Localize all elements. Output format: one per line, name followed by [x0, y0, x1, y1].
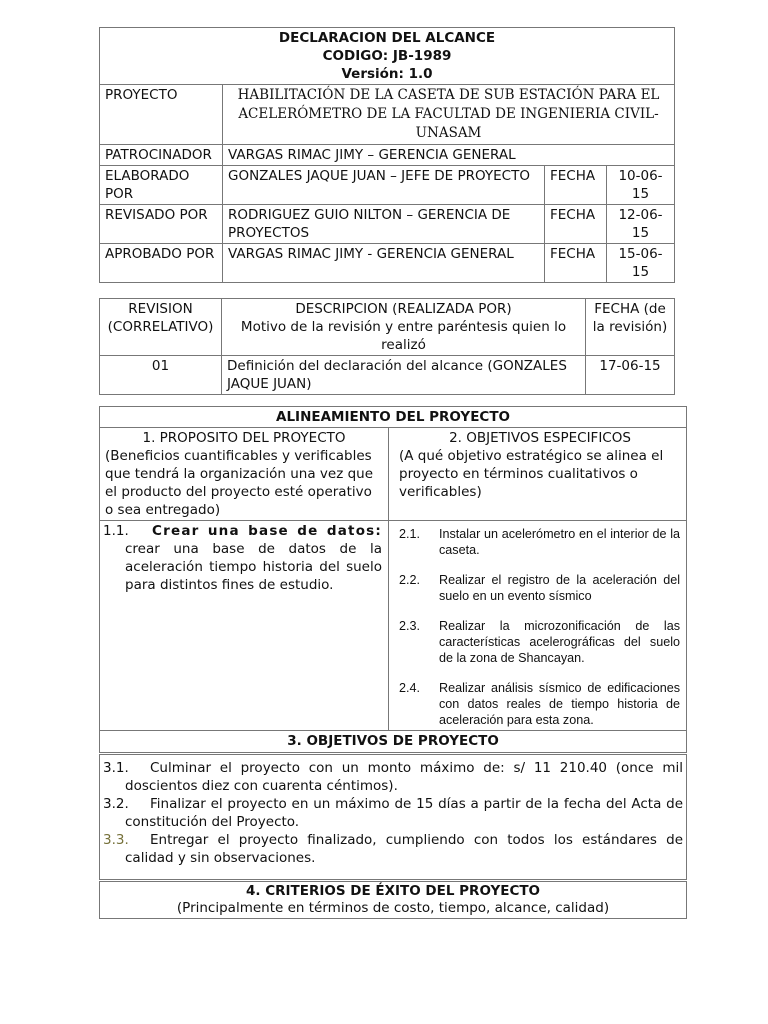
purpose-content — [100, 521, 389, 731]
project-row — [100, 85, 675, 145]
alignment-title-row — [100, 407, 687, 428]
elaborated-date: 10-06-15 — [607, 166, 675, 205]
project-objectives-row — [100, 754, 687, 881]
purpose-header-desc: (Beneficios cuantificables y verificables que tendrá la organización una vez que el producto del proyecto esté operativo o sea entregado) — [105, 448, 374, 518]
objective-number: 2.2. — [399, 573, 421, 587]
success-criteria-row — [100, 881, 687, 919]
objective-item — [399, 526, 681, 558]
project-objective-text: Culminar el proyecto con un monto máximo de: s/ 11 210.40 (once mil doscientos diez con cuarenta céntimos). — [125, 760, 684, 794]
document-code: CODIGO: JB-1989 — [322, 48, 452, 64]
approved-date: 15-06-15 — [607, 244, 675, 283]
elaborated-date-label: FECHA — [545, 166, 607, 205]
objective-number: 2.3. — [399, 619, 421, 633]
reviewed-row — [100, 205, 675, 244]
document-title: DECLARACION DEL ALCANCE — [278, 30, 496, 46]
specific-objectives-header — [389, 428, 687, 521]
alignment-title: ALINEAMIENTO DEL PROYECTO — [100, 407, 687, 428]
document-version: Versión: 1.0 — [341, 66, 433, 82]
approved-value: VARGAS RIMAC JIMY - GERENCIA GENERAL — [223, 244, 545, 283]
revision-header-row — [100, 299, 675, 356]
purpose-item-number: 1.1. — [103, 523, 129, 539]
approved-row — [100, 244, 675, 283]
elaborated-row — [100, 166, 675, 205]
project-objective-number: 3.3. — [103, 832, 129, 848]
project-objective-text: Entregar el proyecto finalizado, cumpliendo con todos los estándares de calidad y sin observaciones. — [125, 832, 684, 866]
objective-text: Instalar un acelerómetro en el interior de la caseta. — [439, 527, 681, 557]
objective-text: Realizar análisis sísmico de edificaciones con datos reales de tiempo historia de aceleración para esta zona. — [439, 681, 681, 727]
project-value: HABILITACIÓN DE LA CASETA DE SUB ESTACIÓN PARA EL ACELERÓMETRO DE LA FACULTAD DE INGENIERIA CIVIL-UNASAM — [223, 85, 675, 145]
objective-item — [399, 572, 681, 604]
purpose-header-title: 1. PROPOSITO DEL PROYECTO — [142, 430, 346, 446]
success-criteria-title: 4. CRITERIOS DE ÉXITO DEL PROYECTO — [245, 883, 541, 899]
purpose-item-text: crear una base de datos de la aceleración tiempo historia del suelo para distintos fines de estudio. — [125, 541, 382, 593]
description-col-header — [222, 299, 586, 356]
revision-col-header: REVISION (CORRELATIVO) — [100, 299, 222, 356]
alignment-table — [99, 406, 687, 919]
revision-date: 17-06-15 — [586, 356, 675, 395]
objective-number: 2.1. — [399, 527, 421, 541]
project-label: PROYECTO — [100, 85, 223, 145]
project-objective-item — [103, 759, 683, 795]
sponsor-label: PATROCINADOR — [100, 145, 223, 166]
specific-objectives-content — [389, 521, 687, 731]
reviewed-label: REVISADO POR — [100, 205, 223, 244]
project-objective-number: 3.1. — [103, 760, 129, 776]
date-col-header: FECHA (de la revisión) — [586, 299, 675, 356]
purpose-item — [103, 522, 382, 594]
project-objectives-content — [100, 754, 687, 881]
purpose-header — [100, 428, 389, 521]
revision-row — [100, 356, 675, 395]
purpose-item-bold: Crear una base de datos: — [152, 523, 382, 539]
objective-item — [399, 618, 681, 666]
approved-date-label: FECHA — [545, 244, 607, 283]
success-criteria — [100, 881, 687, 919]
revision-number: 01 — [100, 356, 222, 395]
project-info-table — [99, 27, 675, 283]
sponsor-row — [100, 145, 675, 166]
description-col-subtitle: Motivo de la revisión y entre paréntesis quien lo realizó — [240, 319, 567, 353]
elaborated-label: ELABORADO POR — [100, 166, 223, 205]
revision-description: Definición del declaración del alcance (GONZALES JAQUE JUAN) — [222, 356, 586, 395]
project-objective-item — [103, 795, 683, 831]
project-objective-item — [103, 831, 683, 867]
alignment-headers-row — [100, 428, 687, 521]
project-objectives-title: 3. OBJETIVOS DE PROYECTO — [100, 731, 687, 754]
elaborated-value: GONZALES JAQUE JUAN – JEFE DE PROYECTO — [223, 166, 545, 205]
reviewed-date: 12-06-15 — [607, 205, 675, 244]
sponsor-value: VARGAS RIMAC JIMY – GERENCIA GENERAL — [223, 145, 675, 166]
success-criteria-subtitle: (Principalmente en términos de costo, tiempo, alcance, calidad) — [176, 900, 610, 916]
project-objectives-title-row — [100, 731, 687, 754]
reviewed-value: RODRIGUEZ GUIO NILTON – GERENCIA DE PROYECTOS — [223, 205, 545, 244]
alignment-content-row — [100, 521, 687, 731]
revision-table — [99, 298, 675, 395]
objective-text: Realizar la microzonificación de las características acelerográficas del suelo de la zona de Shancayan. — [439, 619, 681, 665]
specific-objectives-title: 2. OBJETIVOS ESPECIFICOS — [449, 430, 631, 446]
specific-objectives-desc: (A qué objetivo estratégico se alinea el proyecto en términos cualitativos o verificables) — [399, 448, 664, 500]
description-col-title: DESCRIPCION (REALIZADA POR) — [295, 301, 512, 317]
objective-text: Realizar el registro de la aceleración del suelo en un evento sísmico — [439, 573, 681, 603]
project-objective-number: 3.2. — [103, 796, 129, 812]
reviewed-date-label: FECHA — [545, 205, 607, 244]
specific-objectives-list — [399, 526, 681, 728]
objective-number: 2.4. — [399, 681, 421, 695]
project-objective-text: Finalizar el proyecto en un máximo de 15 días a partir de la fecha del Acta de constitución del Proyecto. — [125, 796, 684, 830]
approved-label: APROBADO POR — [100, 244, 223, 283]
objective-item — [399, 680, 681, 728]
header-row — [100, 28, 675, 85]
